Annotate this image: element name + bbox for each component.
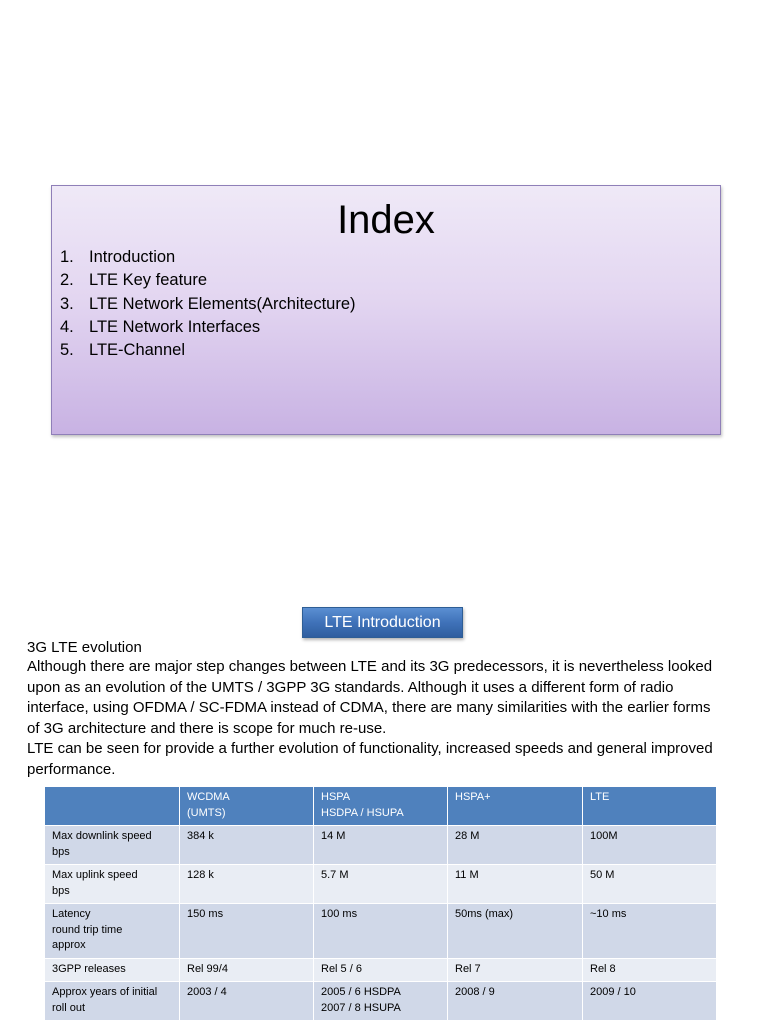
index-item-number: 3. xyxy=(60,294,74,313)
table-cell: 2008 / 9 xyxy=(448,982,583,1021)
table-header-cell: WCDMA (UMTS) xyxy=(180,787,314,826)
section-body xyxy=(27,657,727,780)
table-header-cell: HSPA HSDPA / HSUPA xyxy=(314,787,448,826)
table-row xyxy=(45,959,717,983)
table-row-label: Max uplink speed bps xyxy=(45,865,180,904)
table-header-cell: HSPA+ xyxy=(448,787,583,826)
index-item xyxy=(60,316,356,339)
section-heading: 3G LTE evolution xyxy=(27,639,142,656)
table-cell: 11 M xyxy=(448,865,583,904)
table-row xyxy=(45,982,717,1021)
table-cell: Rel 8 xyxy=(583,959,717,983)
table-cell: 128 k xyxy=(180,865,314,904)
lte-introduction-button[interactable]: LTE Introduction xyxy=(302,607,463,638)
section-paragraph: Although there are major step changes between LTE and its 3G predecessors, it is nevertheless looked upon as an evolution of the UMTS / 3GPP 3G standards. Although it uses a different form of radio interface, using OFDMA / SC-FDMA instead of CDMA, there are many similarities with the earlier forms of 3G architecture and there is scope for much re-use. xyxy=(27,658,713,737)
comparison-table xyxy=(45,787,717,1021)
table-cell: 150 ms xyxy=(180,904,314,959)
table-cell: 50ms (max) xyxy=(448,904,583,959)
index-item-number: 2. xyxy=(60,271,74,290)
table-cell: Rel 5 / 6 xyxy=(314,959,448,983)
index-item xyxy=(60,269,356,292)
table-header-row xyxy=(45,787,717,826)
index-item-label: LTE-Channel xyxy=(89,341,185,360)
index-item xyxy=(60,293,356,316)
table-row-label: Approx years of initial roll out xyxy=(45,982,180,1021)
index-item xyxy=(60,246,356,269)
table-cell: 2003 / 4 xyxy=(180,982,314,1021)
index-box xyxy=(51,185,721,435)
table-cell: 50 M xyxy=(583,865,717,904)
table-header-cell xyxy=(45,787,180,826)
table-row-label: Latency round trip time approx xyxy=(45,904,180,959)
table-cell: 100M xyxy=(583,826,717,865)
table-cell: 384 k xyxy=(180,826,314,865)
table-row xyxy=(45,865,717,904)
table-row-label: Max downlink speed bps xyxy=(45,826,180,865)
section-paragraph: LTE can be seen for provide a further evolution of functionality, increased speeds and general improved performance. xyxy=(27,740,713,778)
index-item-number: 1. xyxy=(60,248,74,266)
table-cell: 100 ms xyxy=(314,904,448,959)
table-row xyxy=(45,826,717,865)
index-item-label: LTE Network Interfaces xyxy=(89,317,261,336)
table-cell: ~10 ms xyxy=(583,904,717,959)
table-row-label: 3GPP releases xyxy=(45,959,180,983)
table-cell: Rel 7 xyxy=(448,959,583,983)
table-cell: 28 M xyxy=(448,826,583,865)
table-cell: 14 M xyxy=(314,826,448,865)
table-cell: 5.7 M xyxy=(314,865,448,904)
index-item-number: 5. xyxy=(60,341,74,360)
index-item-label: LTE Key feature xyxy=(89,271,208,290)
index-item xyxy=(60,339,356,362)
index-title: Index xyxy=(337,198,435,242)
table-header-cell: LTE xyxy=(583,787,717,826)
index-item-label: Introduction xyxy=(89,248,176,266)
index-item-label: LTE Network Elements(Architecture) xyxy=(89,294,356,313)
table-cell: Rel 99/4 xyxy=(180,959,314,983)
table-cell: 2009 / 10 xyxy=(583,982,717,1021)
index-list xyxy=(60,246,356,362)
table-cell: 2005 / 6 HSDPA 2007 / 8 HSUPA xyxy=(314,982,448,1021)
table-row xyxy=(45,904,717,959)
index-item-number: 4. xyxy=(60,317,74,336)
